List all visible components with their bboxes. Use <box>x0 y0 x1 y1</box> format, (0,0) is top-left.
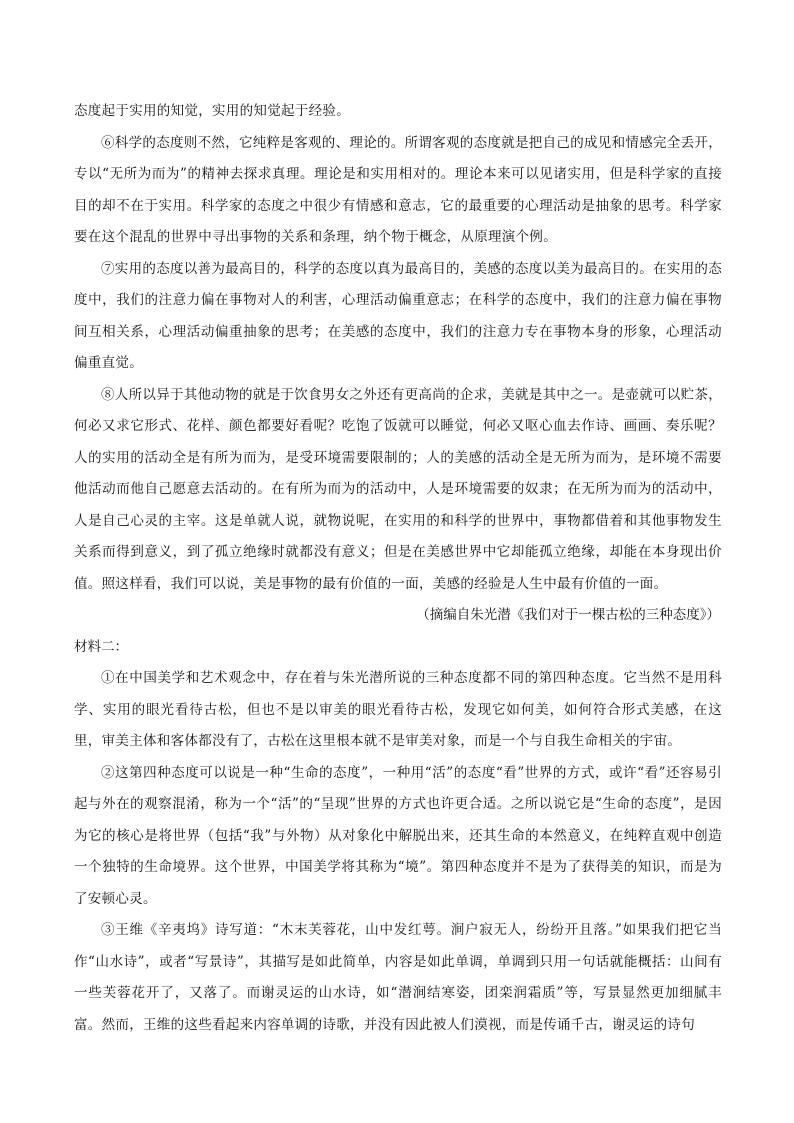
document-page <box>74 96 722 1041</box>
paragraph-6: ⑥科学的态度则不然，它纯粹是客观的、理论的。所谓客观的态度就是把自己的成见和情感完全丢开，专以“无所为而为”的精神去探求真理。理论是和实用相对的。理论本来可以见诸实用，但是科学家的直接目的却不在于实用。科学家的态度之中很少有情感和意志，它的最重要的心理活动是抽象的思考。科学家要在这个混乱的世界中寻出事物的关系和条理，纳个物于概念，从原理演个例。 <box>74 134 722 245</box>
material2-paragraph-3: ③王维《辛夷坞》诗写道：“木末芙蓉花，山中发红萼。涧户寂无人，纷纷开且落。”如果我们把它当作“山水诗”，或者“写景诗”，其描写是如此简单，内容是如此单调，单调到只用一句话就能概括：山间有一些芙蓉花开了，又落了。而谢灵运的山水诗，如“潜涧结寒姿，团栾润霜质”等，写景显然更加细腻丰富。然而，王维的这些看起来内容单调的诗歌，并没有因此被人们漠视，而是传诵千古，谢灵运的诗句 <box>74 922 722 1033</box>
paragraph-7: ⑦实用的态度以善为最高目的，科学的态度以真为最高目的，美感的态度以美为最高目的。在实用的态度中，我们的注意力偏在事物对人的利害，心理活动偏重意志；在科学的态度中，我们的注意力偏在事物间互相关系，心理活动偏重抽象的思考；在美感的态度中，我们的注意力专在事物本身的形象，心理活动偏重直觉。 <box>74 260 722 371</box>
material2-paragraph-2: ②这第四种态度可以说是一种“生命的态度”，一种用“活”的态度“看”世界的方式，或许“看”还容易引起与外在的观察混淆，称为一个“活”的“呈现”世界的方式也许更合适。之所以说它是“生命的态度”，是因为它的核心是将世界（包括“我”与外物）从对象化中解脱出来，还其生命的本然意义，在纯粹直观中创造一个独特的生命境界。这个世界，中国美学将其称为“境”。第四种态度并不是为了获得美的知识，而是为了安顿心灵。 <box>74 764 722 907</box>
paragraph-continuation: 态度起于实用的知觉，实用的知觉起于经验。 <box>74 103 350 119</box>
material-two-label: 材料二： <box>74 638 128 655</box>
material2-paragraph-1: ①在中国美学和艺术观念中，存在着与朱光潜所说的三种态度都不同的第四种态度。它当然不是用科学、实用的眼光看待古松，但也不是以审美的眼光看待古松，发现它如何美，如何符合形式美感，在这里，审美主体和客体都没有了，古松在这里根本就不是审美对象，而是一个与自我生命相关的宇宙。 <box>74 670 722 749</box>
paragraph-8: ⑧人所以异于其他动物的就是于饮食男女之外还有更高尚的企求，美就是其中之一。是壶就可以贮茶，何必又求它形式、花样、颜色都要好看呢？吃饱了饭就可以睡觉，何必又呕心血去作诗、画画、奏乐呢？人的实用的活动全是有所为而为，是受环境需要限制的；人的美感的活动全是无所为而为，是环境不需要他活动而他自己愿意去活动的。在有所为而为的活动中，人是环境需要的奴隶；在无所为而为的活动中，人是自己心灵的主宰。这是单就人说，就物说呢，在实用的和科学的世界中，事物都借着和其他事物发生关系而得到意义，到了孤立绝缘时就都没有意义；但是在美感世界中它却能孤立绝缘，却能在本身现出价值。照这样看，我们可以说，美是事物的最有价值的一面，美感的经验是人生中最有价值的一面。 <box>74 386 722 592</box>
source-citation: （摘编自朱光潜《我们对于一棵古松的三种态度》） <box>416 607 720 623</box>
